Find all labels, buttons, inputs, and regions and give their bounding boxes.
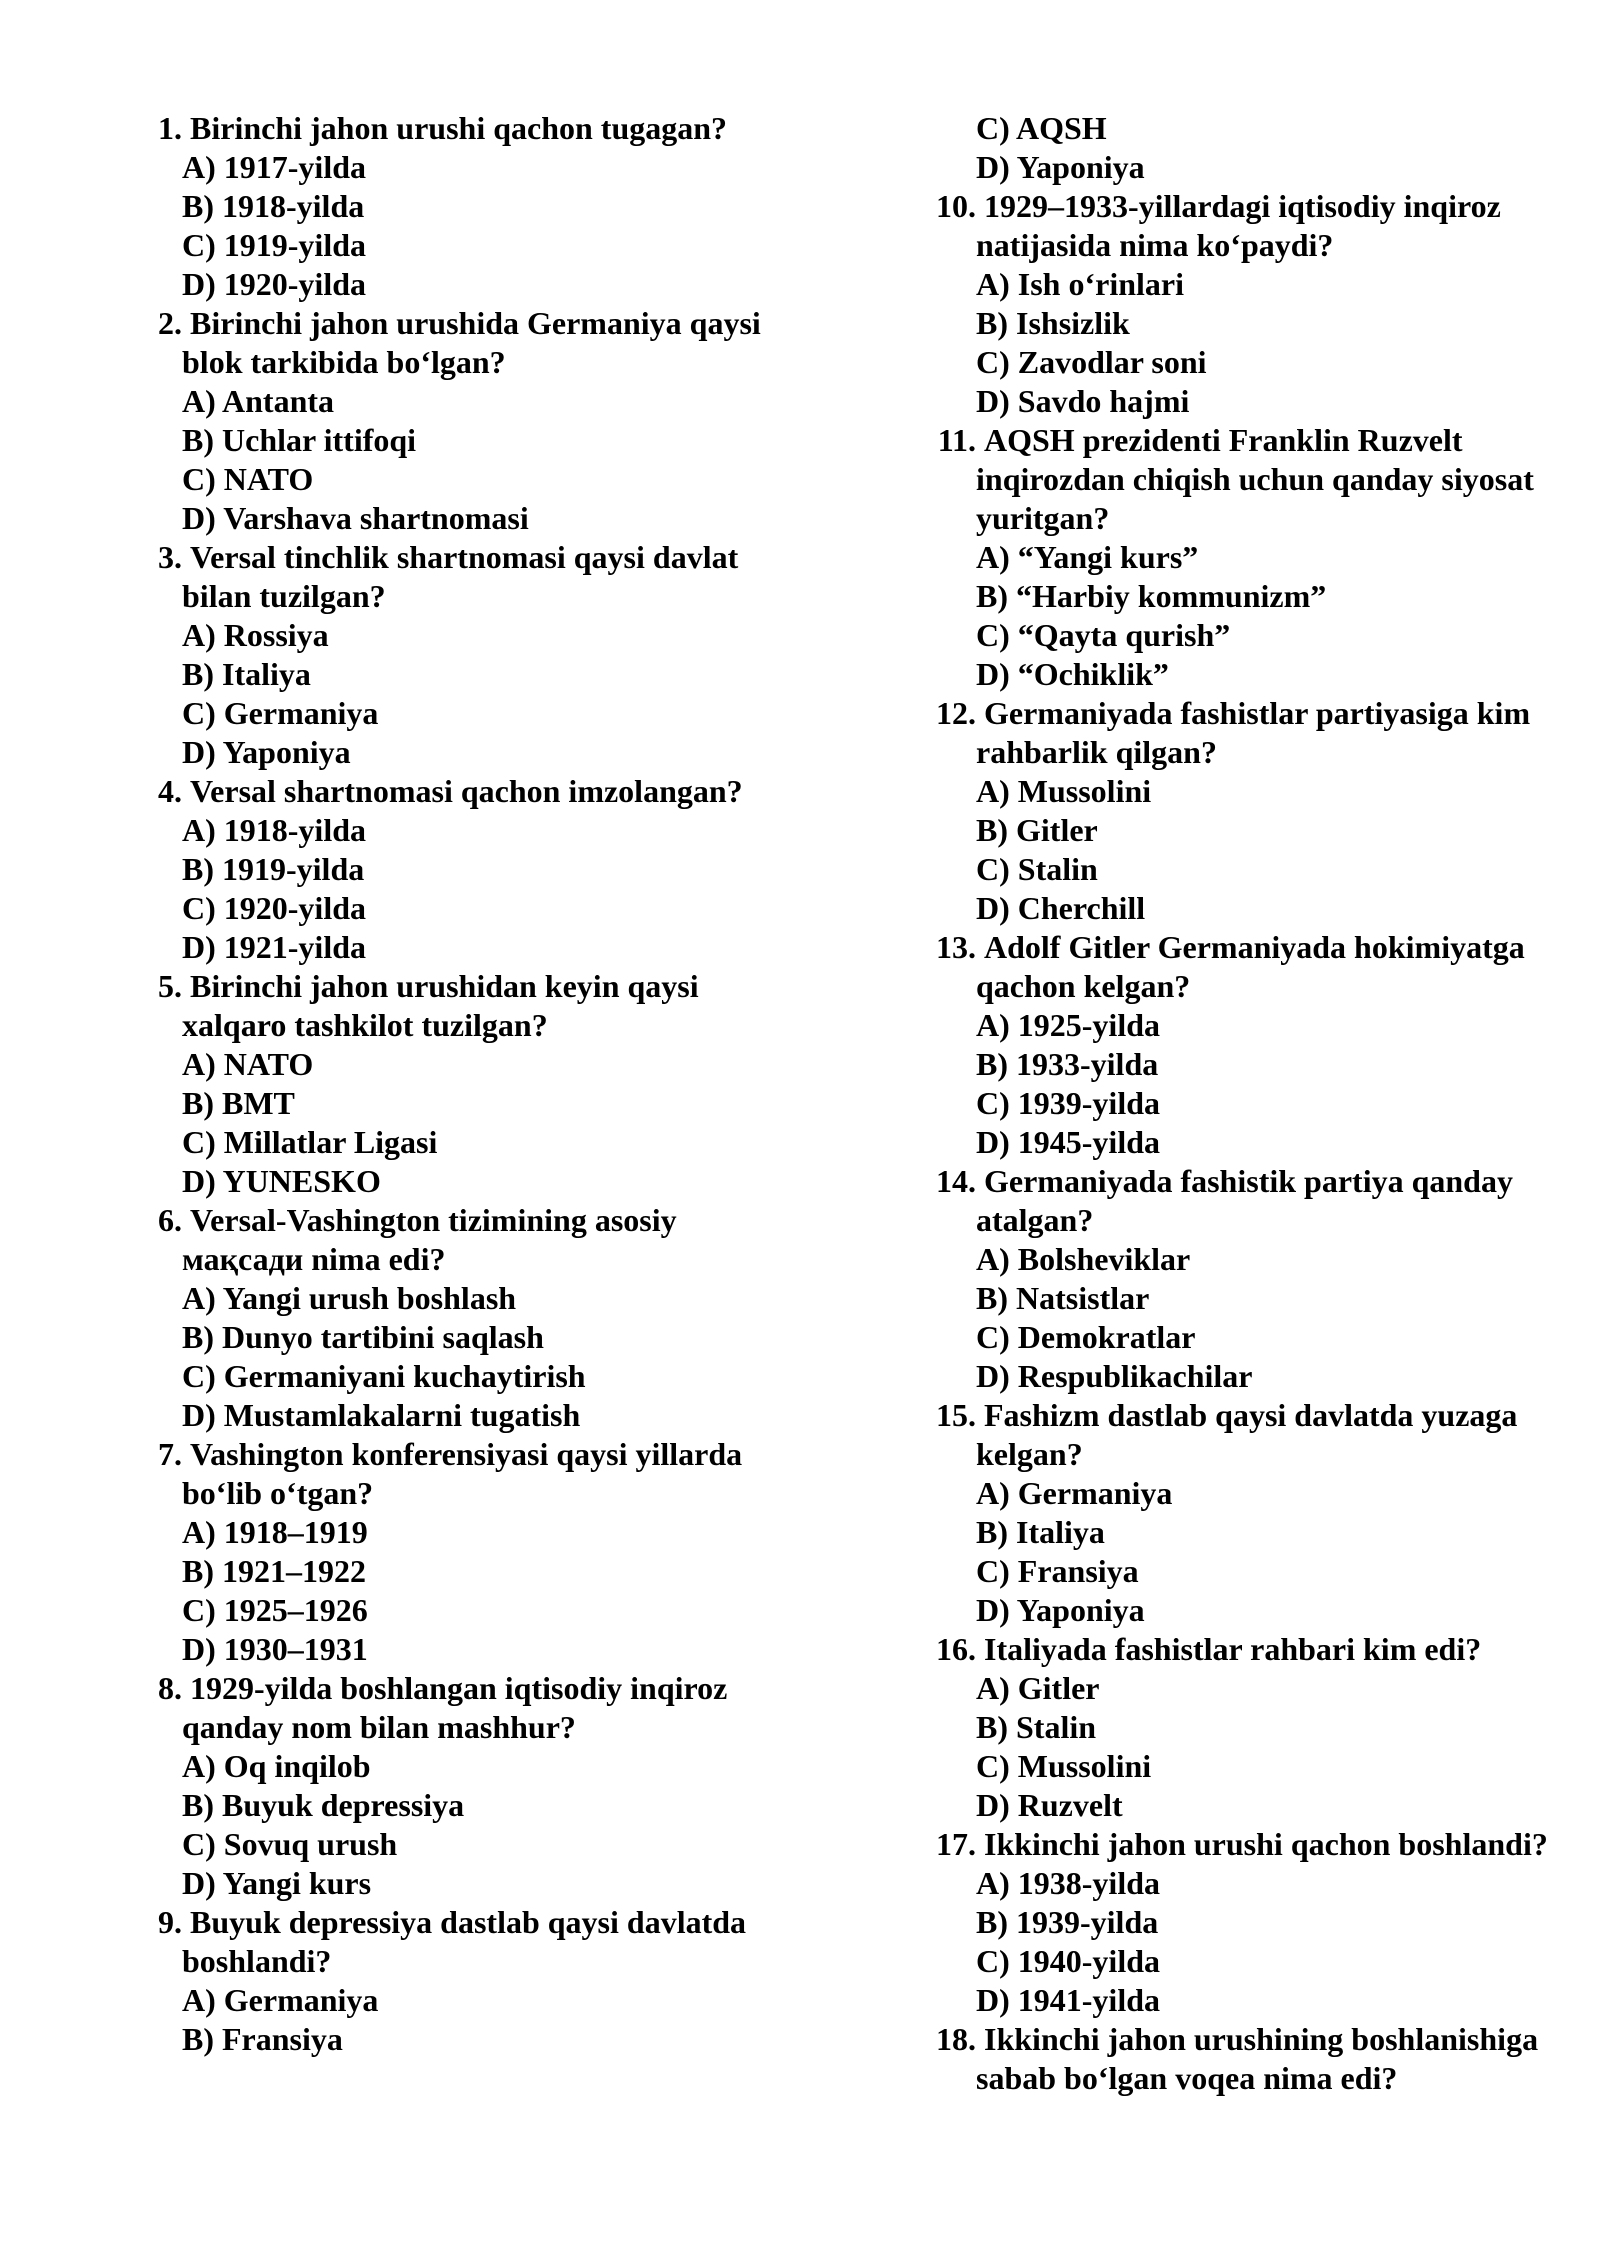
- answer-option-text: B) Uchlar ittifoqi: [182, 422, 417, 458]
- question-line-text: qachon kelgan?: [976, 968, 1191, 1004]
- answer-option: [134, 460, 834, 499]
- question-number: 12.: [936, 695, 976, 731]
- answer-option-text: C) Millatlar Ligasi: [182, 1124, 438, 1160]
- answer-option: [134, 1591, 834, 1630]
- answer-option: [134, 1045, 834, 1084]
- answer-option-text: B) Italiya: [182, 656, 311, 692]
- question-line-text: Birinchi jahon urushidan keyin qaysi: [190, 968, 699, 1004]
- answer-option-text: D) Savdo hajmi: [976, 383, 1190, 419]
- question-line-text: blok tarkibida bo‘lgan?: [182, 344, 506, 380]
- answer-option: [920, 382, 1580, 421]
- question-line: [134, 1474, 834, 1513]
- question-line-text: Ikkinchi jahon urushi qachon boshlandi?: [984, 1826, 1548, 1862]
- answer-option: [134, 1318, 834, 1357]
- question-line: [920, 2059, 1580, 2098]
- answer-option-text: D) Respublikachilar: [976, 1358, 1253, 1394]
- answer-option-text: A) Yangi urush boshlash: [182, 1280, 517, 1316]
- question-line-text: Versal-Vashington tizimining asosiy: [190, 1202, 677, 1238]
- answer-option-text: D) Yaponiya: [976, 1592, 1145, 1628]
- answer-option-text: D) “Ochiklik”: [976, 656, 1169, 692]
- answer-option: [920, 1552, 1580, 1591]
- answer-option: [134, 421, 834, 460]
- question-line-text: sabab bo‘lgan voqea nima edi?: [976, 2060, 1398, 2096]
- answer-option-text: B) 1921–1922: [182, 1553, 366, 1589]
- question-line: [134, 1903, 834, 1942]
- question-line-text: Buyuk depressiya dastlab qaysi davlatda: [190, 1904, 747, 1940]
- answer-option: [920, 811, 1580, 850]
- answer-option-text: B) Buyuk depressiya: [182, 1787, 465, 1823]
- answer-option: [134, 694, 834, 733]
- question-line: [134, 304, 834, 343]
- answer-option: [920, 1708, 1580, 1747]
- question-line-text: bilan tuzilgan?: [182, 578, 386, 614]
- answer-option: [920, 1045, 1580, 1084]
- question-line-text: atalgan?: [976, 1202, 1094, 1238]
- answer-option-text: B) Italiya: [976, 1514, 1105, 1550]
- question-line: [920, 2020, 1580, 2059]
- answer-option-text: B) “Harbiy kommunizm”: [976, 578, 1327, 614]
- question-line-text: Versal tinchlik shartnomasi qaysi davlat: [190, 539, 739, 575]
- question-line: [134, 772, 834, 811]
- answer-option-text: B) Ishsizlik: [976, 305, 1130, 341]
- answer-option: [134, 265, 834, 304]
- answer-option-text: C) Germaniya: [182, 695, 379, 731]
- answer-option-text: D) Varshava shartnomasi: [182, 500, 529, 536]
- question-line-text: 1929-yilda boshlangan iqtisodiy inqiroz: [190, 1670, 728, 1706]
- answer-option: [920, 1318, 1580, 1357]
- answer-option-text: A) “Yangi kurs”: [976, 539, 1199, 575]
- question-line: [920, 1201, 1580, 1240]
- answer-option: [920, 265, 1580, 304]
- question-line-text: Adolf Gitler Germaniyada hokimiyatga: [984, 929, 1525, 965]
- question-line-text: Versal shartnomasi qachon imzolangan?: [190, 773, 743, 809]
- question-line-text: natijasida nima ko‘paydi?: [976, 227, 1334, 263]
- answer-option-text: C) Stalin: [976, 851, 1098, 887]
- question-line: [134, 1240, 834, 1279]
- question-number: 6.: [158, 1202, 182, 1238]
- answer-option: [920, 1591, 1580, 1630]
- answer-option-text: D) Yaponiya: [182, 734, 351, 770]
- question-line: [920, 733, 1580, 772]
- question-line: [134, 538, 834, 577]
- answer-option: [920, 1864, 1580, 1903]
- question-number: 11.: [937, 422, 976, 458]
- answer-option: [134, 616, 834, 655]
- answer-option: [920, 304, 1580, 343]
- question-number: 3.: [158, 539, 182, 575]
- question-line: [134, 577, 834, 616]
- answer-option-text: C) 1925–1926: [182, 1592, 368, 1628]
- answer-option: [920, 1786, 1580, 1825]
- answer-option: [134, 1396, 834, 1435]
- question-line: [920, 1435, 1580, 1474]
- answer-option: [134, 928, 834, 967]
- answer-option: [920, 1981, 1580, 2020]
- question-number: 1.: [158, 110, 182, 146]
- answer-option: [134, 499, 834, 538]
- answer-option: [920, 577, 1580, 616]
- answer-option: [134, 1981, 834, 2020]
- answer-option: [920, 616, 1580, 655]
- answer-option-text: C) 1919-yilda: [182, 227, 366, 263]
- question-number: 15.: [936, 1397, 976, 1433]
- answer-option: [134, 1747, 834, 1786]
- question-line-text: Italiyada fashistlar rahbari kim edi?: [984, 1631, 1482, 1667]
- answer-option: [134, 655, 834, 694]
- answer-option-text: C) 1920-yilda: [182, 890, 366, 926]
- question-line: [134, 1669, 834, 1708]
- answer-option: [134, 1786, 834, 1825]
- answer-option: [134, 187, 834, 226]
- answer-option-text: A) Germaniya: [976, 1475, 1173, 1511]
- question-number: 13.: [936, 929, 976, 965]
- answer-option-text: A) Oq inqilob: [182, 1748, 371, 1784]
- answer-option-text: C) Zavodlar soni: [976, 344, 1207, 380]
- question-number: 9.: [158, 1904, 182, 1940]
- answer-option: [920, 1240, 1580, 1279]
- question-number: 8.: [158, 1670, 182, 1706]
- question-line: [920, 1825, 1580, 1864]
- question-line-text: Vashington konferensiyasi qaysi yillarda: [190, 1436, 743, 1472]
- answer-option-text: D) 1945-yilda: [976, 1124, 1160, 1160]
- answer-option: [920, 655, 1580, 694]
- answer-option: [134, 1825, 834, 1864]
- answer-option-text: C) NATO: [182, 461, 314, 497]
- question-line: [920, 1396, 1580, 1435]
- answer-option: [134, 889, 834, 928]
- answer-option: [134, 1084, 834, 1123]
- answer-option-text: D) 1930–1931: [182, 1631, 368, 1667]
- answer-option: [920, 1747, 1580, 1786]
- question-number: 17.: [936, 1826, 976, 1862]
- answer-option-text: A) Bolsheviklar: [976, 1241, 1191, 1277]
- question-line: [134, 1201, 834, 1240]
- question-line-text: Birinchi jahon urushi qachon tugagan?: [190, 110, 728, 146]
- answer-option: [920, 1942, 1580, 1981]
- answer-option: [920, 1084, 1580, 1123]
- question-line: [920, 928, 1580, 967]
- answer-option-text: D) 1941-yilda: [976, 1982, 1160, 2018]
- answer-option-text: B) 1933-yilda: [976, 1046, 1159, 1082]
- answer-option: [134, 1123, 834, 1162]
- question-line: [920, 421, 1580, 460]
- question-number: 4.: [158, 773, 182, 809]
- question-number: 10.: [936, 188, 976, 224]
- answer-option-text: A) Gitler: [976, 1670, 1100, 1706]
- answer-option: [134, 226, 834, 265]
- answer-option-text: B) Dunyo tartibini saqlash: [182, 1319, 544, 1355]
- question-line: [920, 460, 1580, 499]
- answer-option: [134, 1279, 834, 1318]
- answer-option: [920, 1006, 1580, 1045]
- answer-option: [134, 1513, 834, 1552]
- question-line-text: Ikkinchi jahon urushining boshlanishiga: [984, 2021, 1539, 2057]
- question-line: [134, 1942, 834, 1981]
- answer-option: [920, 109, 1580, 148]
- question-line: [134, 343, 834, 382]
- question-number: 5.: [158, 968, 182, 1004]
- answer-option-text: D) Cherchill: [976, 890, 1146, 926]
- answer-option-text: A) 1925-yilda: [976, 1007, 1160, 1043]
- question-line: [134, 1006, 834, 1045]
- question-line: [134, 1435, 834, 1474]
- question-line-text: yuritgan?: [976, 500, 1110, 536]
- answer-option-text: B) Gitler: [976, 812, 1098, 848]
- answer-option-text: D) Yaponiya: [976, 149, 1145, 185]
- answer-option-text: B) 1939-yilda: [976, 1904, 1159, 1940]
- answer-option: [134, 1552, 834, 1591]
- answer-option: [920, 1669, 1580, 1708]
- answer-option-text: C) AQSH: [976, 110, 1107, 146]
- question-line-text: 1929–1933-yillardagi iqtisodiy inqiroz: [984, 188, 1501, 224]
- question-number: 7.: [158, 1436, 182, 1472]
- answer-option-text: C) Demokratlar: [976, 1319, 1196, 1355]
- answer-option-text: A) NATO: [182, 1046, 314, 1082]
- question-line-text: rahbarlik qilgan?: [976, 734, 1217, 770]
- answer-option-text: D) 1921-yilda: [182, 929, 366, 965]
- answer-option: [134, 1357, 834, 1396]
- question-line: [920, 226, 1580, 265]
- answer-option-text: C) “Qayta qurish”: [976, 617, 1231, 653]
- question-number: 14.: [936, 1163, 976, 1199]
- answer-option-text: D) YUNESKO: [182, 1163, 381, 1199]
- answer-option-text: A) 1938-yilda: [976, 1865, 1160, 1901]
- answer-option: [134, 811, 834, 850]
- answer-option: [134, 382, 834, 421]
- question-line-text: kelgan?: [976, 1436, 1083, 1472]
- question-line: [134, 109, 834, 148]
- answer-option-text: D) Mustamlakalarni tugatish: [182, 1397, 581, 1433]
- question-line-text: Germaniyada fashistlar partiyasiga kim: [984, 695, 1531, 731]
- answer-option: [134, 148, 834, 187]
- question-line-text: Birinchi jahon urushida Germaniya qaysi: [190, 305, 761, 341]
- right-column: [920, 109, 1580, 2098]
- question-line: [920, 187, 1580, 226]
- answer-option: [920, 1357, 1580, 1396]
- answer-option-text: C) Mussolini: [976, 1748, 1152, 1784]
- answer-option: [920, 148, 1580, 187]
- answer-option: [920, 772, 1580, 811]
- answer-option-text: A) Mussolini: [976, 773, 1152, 809]
- answer-option: [920, 850, 1580, 889]
- question-line-text: bo‘lib o‘tgan?: [182, 1475, 374, 1511]
- answer-option: [134, 1162, 834, 1201]
- answer-option-text: C) Sovuq urush: [182, 1826, 398, 1862]
- question-line: [920, 499, 1580, 538]
- answer-option-text: A) Ish o‘rinlari: [976, 266, 1184, 302]
- answer-option: [920, 1123, 1580, 1162]
- answer-option: [920, 1279, 1580, 1318]
- answer-option: [134, 1864, 834, 1903]
- answer-option-text: D) Ruzvelt: [976, 1787, 1123, 1823]
- question-line-text: xalqaro tashkilot tuzilgan?: [182, 1007, 548, 1043]
- answer-option: [920, 343, 1580, 382]
- answer-option-text: B) Fransiya: [182, 2021, 343, 2057]
- answer-option-text: A) 1918-yilda: [182, 812, 366, 848]
- answer-option-text: B) 1919-yilda: [182, 851, 365, 887]
- question-line-text: Fashizm dastlab qaysi davlatda yuzaga: [984, 1397, 1518, 1433]
- question-line: [134, 1708, 834, 1747]
- answer-option-text: C) 1940-yilda: [976, 1943, 1160, 1979]
- answer-option-text: C) 1939-yilda: [976, 1085, 1160, 1121]
- answer-option-text: A) 1918–1919: [182, 1514, 368, 1550]
- question-number: 2.: [158, 305, 182, 341]
- question-line-text: qanday nom bilan mashhur?: [182, 1709, 576, 1745]
- answer-option-text: A) Antanta: [182, 383, 335, 419]
- answer-option-text: B) Stalin: [976, 1709, 1097, 1745]
- answer-option: [920, 1903, 1580, 1942]
- answer-option-text: A) 1917-yilda: [182, 149, 366, 185]
- answer-option-text: D) Yangi kurs: [182, 1865, 372, 1901]
- question-number: 18.: [936, 2021, 976, 2057]
- question-line: [134, 967, 834, 1006]
- answer-option: [134, 850, 834, 889]
- question-number: 16.: [936, 1631, 976, 1667]
- answer-option-text: C) Germaniyani kuchaytirish: [182, 1358, 586, 1394]
- answer-option-text: B) BMT: [182, 1085, 295, 1121]
- answer-option: [134, 2020, 834, 2059]
- question-line-text: boshlandi?: [182, 1943, 332, 1979]
- question-line-text: Germaniyada fashistik partiya qanday: [984, 1163, 1513, 1199]
- answer-option-text: A) Rossiya: [182, 617, 329, 653]
- answer-option: [134, 1630, 834, 1669]
- question-line: [920, 1630, 1580, 1669]
- answer-option-text: D) 1920-yilda: [182, 266, 366, 302]
- answer-option-text: B) Natsistlar: [976, 1280, 1150, 1316]
- question-line: [920, 967, 1580, 1006]
- question-line: [920, 694, 1580, 733]
- answer-option: [920, 538, 1580, 577]
- answer-option: [920, 1513, 1580, 1552]
- answer-option-text: B) 1918-yilda: [182, 188, 365, 224]
- question-line-text: inqirozdan chiqish uchun qanday siyosat: [976, 461, 1534, 497]
- answer-option: [920, 1474, 1580, 1513]
- question-line: [920, 1162, 1580, 1201]
- answer-option: [920, 889, 1580, 928]
- question-line-text: AQSH prezidenti Franklin Ruzvelt: [984, 422, 1463, 458]
- question-line-text: мақсади nima edi?: [182, 1241, 446, 1277]
- answer-option: [134, 733, 834, 772]
- left-column: [134, 109, 834, 2059]
- answer-option-text: C) Fransiya: [976, 1553, 1139, 1589]
- answer-option-text: A) Germaniya: [182, 1982, 379, 2018]
